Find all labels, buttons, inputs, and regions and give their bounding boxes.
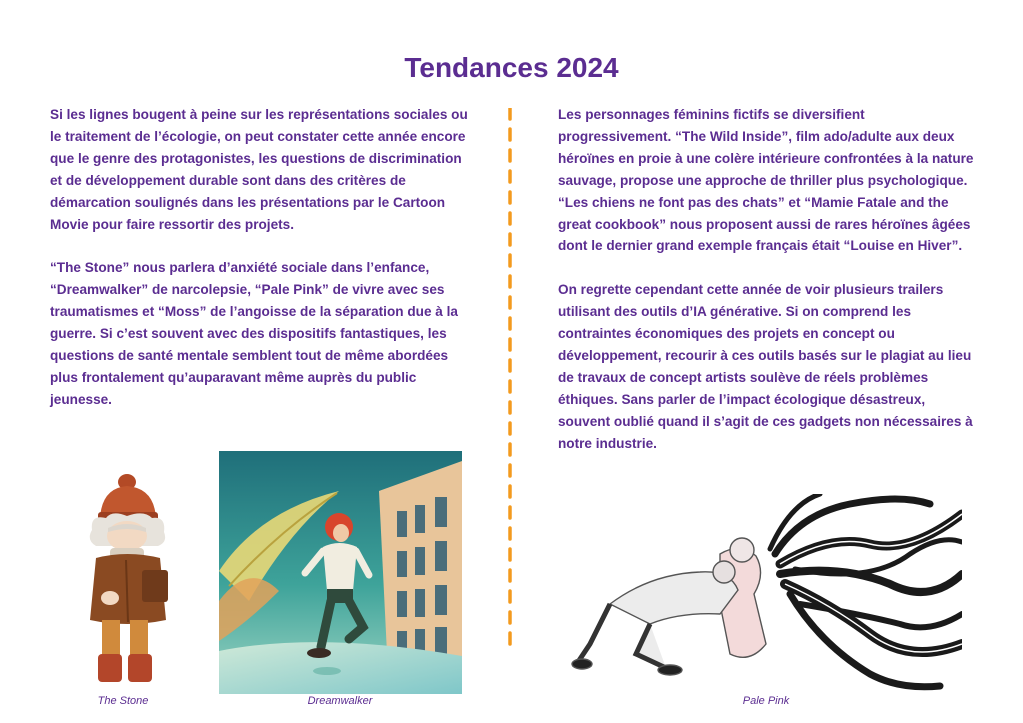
left-column bbox=[50, 104, 470, 433]
the-stone-caption: The Stone bbox=[97, 695, 149, 707]
left-paragraph-1: Si les lignes bougent à peine sur les représentations sociales ou le traitement de l’écologie, on peut constater cette année encore que le genre des protagonistes, les questions de discrimination et de développement durable sont dans des critères de démarcation soulignés dans les présentations par le Cartoon Movie pour faire ressortir des projets. bbox=[50, 107, 468, 232]
left-paragraph-2: “The Stone” nous parlera d’anxiété sociale dans l’enfance, “Dreamwalker” de narcolepsie, “Pale Pink” de vivre avec ses traumatismes et “Moss” de l’angoisse de la séparation due à la guerre. Si c’est souvent avec des dispositifs fantastiques, les questions de santé mentale semblent tout de même abordées plus frontalement qu’auparavant même auprès du public jeunesse. bbox=[50, 260, 458, 407]
pale-pink-caption: Pale Pink bbox=[742, 695, 790, 707]
right-paragraph-1: Les personnages féminins fictifs se diversifient progressivement. “The Wild Inside”, film ado/adulte aux deux héroïnes en proie à une colère intérieure confrontées à la nature sauvage, propose une approche de thriller plus psychologique. “Les chiens ne font pas des chats” et “Mamie Fatale and the great cookbook” nous proposent aussi de rares héroïnes âgées dont le dernier grand exemple français était “Louise en Hiver”. bbox=[558, 107, 974, 254]
right-column bbox=[558, 104, 978, 477]
column-divider bbox=[508, 108, 512, 650]
pale-pink-image bbox=[570, 494, 962, 694]
dreamwalker-image bbox=[219, 451, 462, 694]
page-title: Tendances 2024 bbox=[404, 52, 619, 83]
the-stone-image bbox=[72, 470, 182, 688]
right-paragraph-2: On regrette cependant cette année de voir plusieurs trailers utilisant des outils d’IA générative. Si on comprend les contraintes économiques des projets en concept ou développement, recourir à ces outils basés sur le plagiat au lieu de travaux de concept artists soulève de réels problèmes éthiques. Sans parler de l’impact écologique désastreux, souvent oublié quand il s’agit de ces gadgets non nécessaires à notre industrie. bbox=[558, 282, 973, 451]
dreamwalker-caption: Dreamwalker bbox=[307, 695, 373, 707]
